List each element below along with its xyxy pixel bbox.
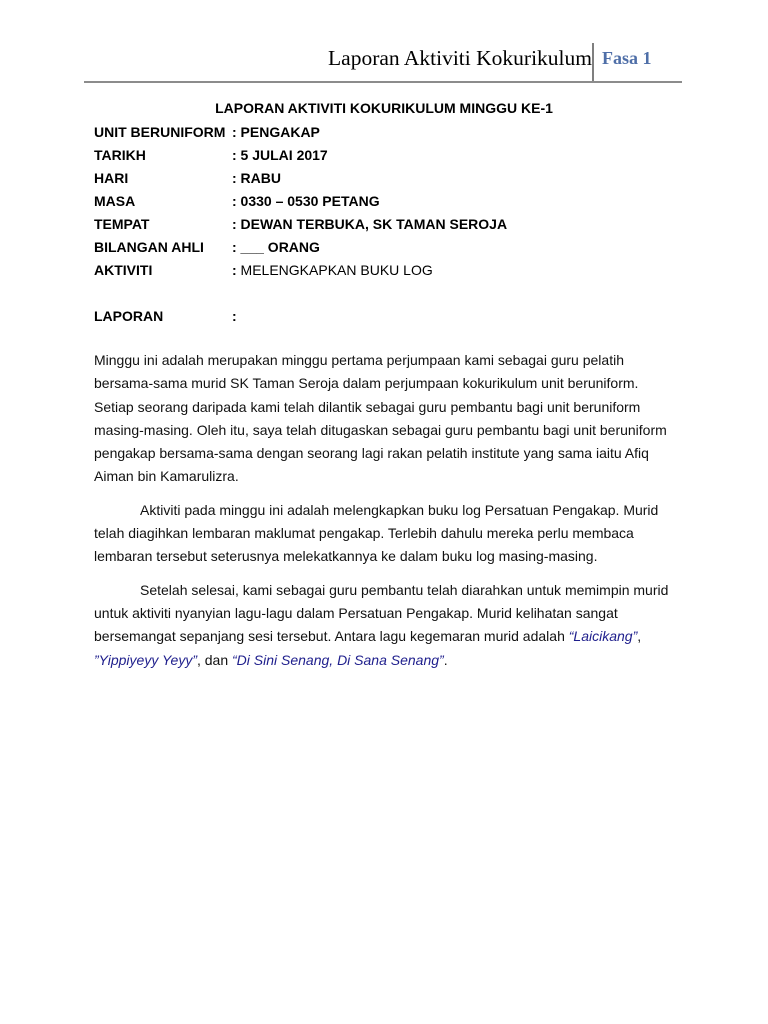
info-row-day	[94, 167, 674, 190]
header-rule	[84, 81, 682, 83]
separator: , dan	[196, 651, 233, 668]
paragraph-end: .	[443, 651, 448, 668]
song-title: ”Yippiyeyy Yeyy”	[94, 651, 197, 668]
paragraph-3-text: Setelah selesai, kami sebagai guru pembantu telah diarahkan untuk memimpin murid untuk aktiviti nyanyian lagu-lagu dalam Persatuan Pengakap. Murid kelihatan sangat bersemangat sepanjang sesi tersebut. Antara lagu kegemaran murid adalah	[94, 581, 669, 645]
info-label: UNIT BERUNIFORM	[94, 124, 226, 140]
report-title: LAPORAN AKTIVITI KOKURIKULUM MINGGU KE-1	[215, 100, 553, 116]
paragraph-3	[94, 579, 679, 672]
info-value: : PENGAKAP	[232, 124, 320, 140]
paragraph-1: Minggu ini adalah merupakan minggu pertama perjumpaan kami sebagai guru pelatih bersama-sama murid SK Taman Seroja dalam perjumpaan kokurikulum unit beruniform. Setiap seorang daripada kami telah dilantik sebagai guru pembantu bagi unit beruniform masing-masing. Oleh itu, saya telah ditugaskan sebagai guru pembantu bagi unit beruniform pengakap bersama-sama dengan seorang lagi rakan pelatih institute yang sama iaitu Afiq Aiman bin Kamarulizra.	[94, 352, 667, 485]
info-value	[232, 259, 433, 282]
info-label: MASA	[94, 193, 136, 209]
laporan-row	[94, 305, 674, 328]
info-value: : RABU	[232, 170, 281, 186]
header-phase: Fasa 1	[602, 48, 652, 68]
info-row-activity	[94, 259, 674, 282]
song-title: “Di Sini Senang, Di Sana Senang”	[232, 651, 444, 668]
header-title: Laporan Aktiviti Kokurikulum	[328, 46, 592, 70]
info-row-members	[94, 236, 674, 259]
info-row-time	[94, 190, 674, 213]
info-label: TARIKH	[94, 147, 146, 163]
page-header	[84, 40, 682, 84]
info-label: HARI	[94, 170, 129, 186]
info-row-unit	[94, 121, 674, 144]
info-colon: :	[232, 262, 237, 278]
song-title: “Laicikang”	[568, 628, 638, 645]
laporan-colon: :	[232, 308, 237, 324]
info-row-date	[94, 144, 674, 167]
header-divider	[592, 43, 594, 81]
info-value: : 5 JULAI 2017	[232, 147, 328, 163]
info-row-place	[94, 213, 674, 236]
info-table	[94, 121, 674, 282]
paragraph-2: Aktiviti pada minggu ini adalah melengkapkan buku log Persatuan Pengakap. Murid telah diagihkan lembaran maklumat pengakap. Terlebih dahulu mereka perlu membaca lembaran tersebut seterusnya melekatkannya ke dalam buku log masing-masing.	[94, 501, 659, 565]
info-value: : 0330 – 0530 PETANG	[232, 193, 380, 209]
info-value: : DEWAN TERBUKA, SK TAMAN SEROJA	[232, 216, 508, 232]
info-value: : ___ ORANG	[232, 239, 320, 255]
report-body	[94, 349, 679, 682]
info-value-text: MELENGKAPKAN BUKU LOG	[236, 262, 433, 278]
info-label: AKTIVITI	[94, 262, 153, 278]
separator: ,	[637, 628, 642, 645]
laporan-label: LAPORAN	[94, 308, 164, 324]
info-label: TEMPAT	[94, 216, 150, 232]
info-label: BILANGAN AHLI	[94, 239, 204, 255]
